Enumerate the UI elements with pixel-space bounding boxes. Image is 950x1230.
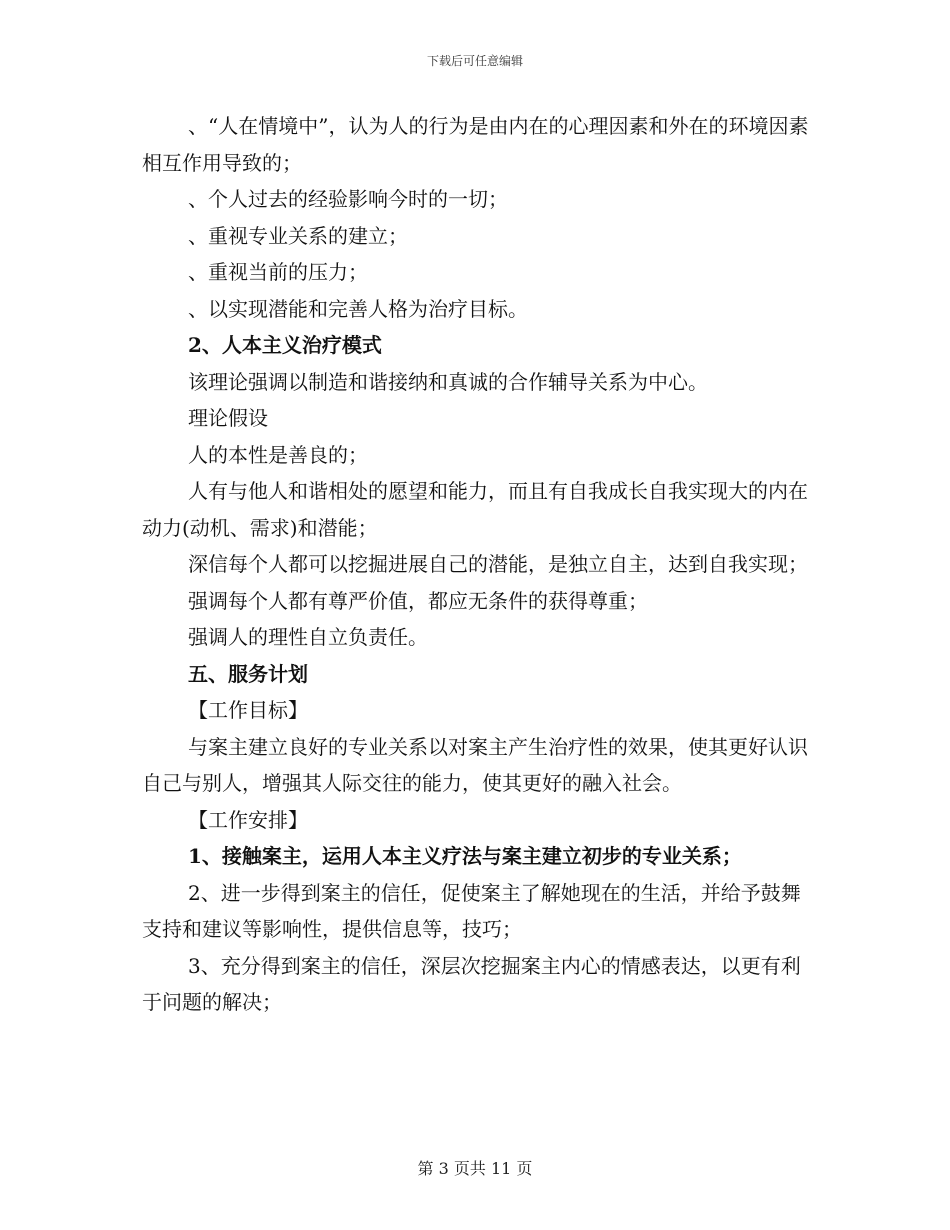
paragraph-arrangement-step-2: 2、进一步得到案主的信任，促使案主了解她现在的生活，并给予鼓舞支持和建议等影响性，提供信息等，技巧； <box>142 880 801 941</box>
paragraph-theory-emphasis: 该理论强调以制造和谐接纳和真诚的合作辅导关系为中心。 <box>188 369 708 394</box>
paragraph-harmony-and-growth: 人有与他人和谐相处的愿望和能力，而且有自我成长自我实现大的内在动力(动机、需求)和潜能； <box>142 479 808 540</box>
paragraph-dignity: 强调每个人都有尊严价值，都应无条件的获得尊重； <box>188 588 648 613</box>
page-footer: 第 3 页共 11 页 <box>417 1159 533 1178</box>
paragraph-professional-relationship: 、重视专业关系的建立； <box>188 223 408 248</box>
paragraph-self-actualization: 深信每个人都可以挖掘进展自己的潜能，是独立自主，达到自我实现； <box>188 552 808 576</box>
page-header: 下载后可任意编辑 <box>426 54 523 68</box>
paragraph-work-goal: 与案主建立良好的专业关系以对案主产生治疗性的效果，使其更好认识自己与别人，增强其人际交往的能力，使其更好的融入社会。 <box>142 734 808 795</box>
paragraph-human-nature: 人的本性是善良的； <box>188 442 368 467</box>
paragraph-treatment-goal: 、以实现潜能和完善人格为治疗目标。 <box>188 296 528 321</box>
subheading-work-arrangement: 【工作安排】 <box>188 807 308 832</box>
paragraph-arrangement-step-1: 1、接触案主，运用人本主义疗法与案主建立初步的专业关系； <box>188 844 742 868</box>
subheading-work-goal: 【工作目标】 <box>188 698 308 722</box>
paragraph-current-pressure: 、重视当前的压力； <box>188 260 368 284</box>
paragraph-past-experience: 、个人过去的经验影响今时的一切； <box>188 187 508 211</box>
paragraph-arrangement-step-3: 3、充分得到案主的信任，深层次挖掘案主内心的情感表达，以更有利于问题的解决； <box>142 953 801 1014</box>
section-heading-humanistic-model: 2、人本主义治疗模式 <box>188 333 382 357</box>
paragraph-responsibility: 强调人的理性自立负责任。 <box>188 625 428 649</box>
document-body <box>142 108 810 1021</box>
paragraph-person-in-environment: 、“人在情境中”，认为人的行为是由内在的心理因素和外在的环境因素相互作用导致的； <box>142 114 809 175</box>
paragraph-theory-assumptions: 理论假设 <box>188 406 268 430</box>
section-heading-service-plan: 五、服务计划 <box>188 661 308 686</box>
